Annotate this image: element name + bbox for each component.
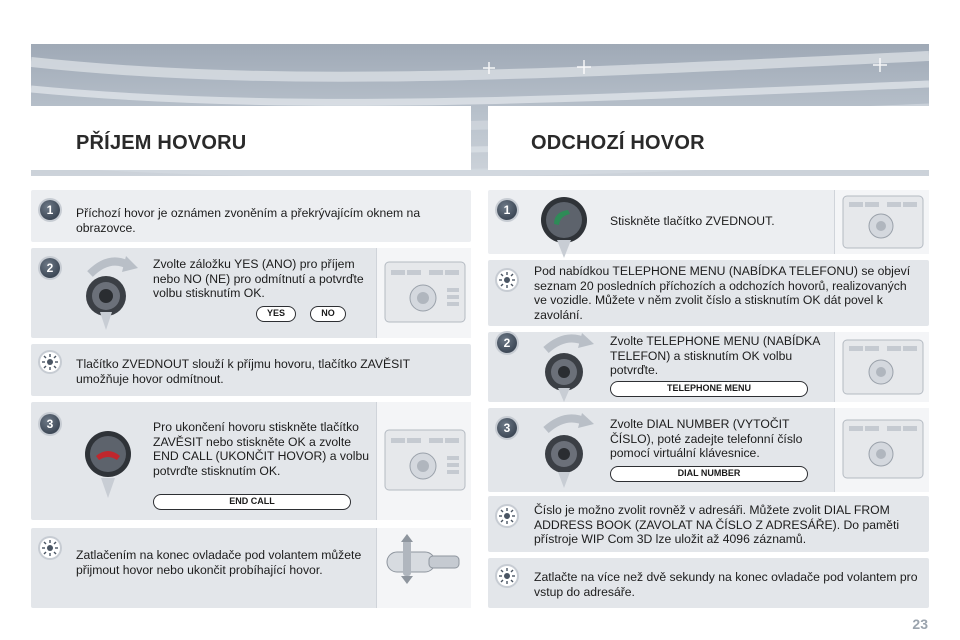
page-number: 23 bbox=[912, 616, 928, 632]
rotary-knob-icon bbox=[536, 332, 596, 402]
radio-panel-icon bbox=[376, 248, 471, 338]
section-title-outgoing: ODCHOZÍ HOVOR bbox=[531, 132, 705, 154]
rotary-knob-icon bbox=[536, 410, 596, 490]
section-title-incoming: PŘÍJEM HOVORU bbox=[76, 132, 247, 154]
step-number-icon: 1 bbox=[497, 200, 517, 220]
incoming-tip-2-text: Zatlačením na konec ovladače pod volantem můžete přijmout hovor nebo ukončit probíhající hovor. bbox=[76, 548, 362, 577]
outgoing-step-2-text: Zvolte TELEPHONE MENU (NABÍDKA TELEFON) a stisknutím OK volbu potvrďte. bbox=[610, 334, 820, 378]
rotary-knob-icon bbox=[80, 252, 140, 332]
radio-panel-icon bbox=[376, 402, 471, 520]
incoming-step-3-text: Pro ukončení hovoru stiskněte tlačítko ZAVĚSIT nebo stiskněte OK a zvolte END CALL (UKONČIT HOVOR) a volbu potvrďte stisknutím OK. bbox=[153, 420, 370, 478]
radio-panel-icon bbox=[834, 408, 929, 492]
radio-panel-icon bbox=[834, 190, 929, 254]
end-call-button[interactable]: END CALL bbox=[153, 494, 351, 510]
outgoing-tip-1-text: Pod nabídkou TELEPHONE MENU (NABÍDKA TELEFONU) se objeví seznam 20 posledních příchozích a odchozích hovorů, realizovaných ve vozidle. Můžete v něm zvolit číslo a stisknutím OK dát povel k zavolání. bbox=[534, 264, 911, 322]
dial-number-button[interactable]: DIAL NUMBER bbox=[610, 466, 808, 482]
outgoing-step-1-text: Stiskněte tlačítko ZVEDNOUT. bbox=[610, 214, 775, 228]
incoming-step-2-text: Zvolte záložku YES (ANO) pro příjem nebo NO (NE) pro odmítnutí a potvrďte volbu stisknutím OK. bbox=[153, 257, 364, 301]
step-number-icon: 3 bbox=[40, 414, 60, 434]
tip-sun-icon bbox=[40, 538, 60, 558]
step-number-icon: 3 bbox=[497, 418, 517, 438]
outgoing-step-3-text: Zvolte DIAL NUMBER (VYTOČIT ČÍSLO), poté zadejte telefonní číslo pomocí virtuální klávesnice. bbox=[610, 417, 803, 461]
incoming-tip-1-text: Tlačítko ZVEDNOUT slouží k příjmu hovoru, tlačítko ZAVĚSIT umožňuje hovor odmítnout. bbox=[76, 357, 410, 386]
pickup-button-icon bbox=[536, 194, 592, 258]
tip-sun-icon bbox=[497, 566, 517, 586]
tip-sun-icon bbox=[497, 270, 517, 290]
tip-sun-icon bbox=[40, 352, 60, 372]
steering-stalk-icon bbox=[376, 528, 471, 608]
tip-sun-icon bbox=[497, 506, 517, 526]
outgoing-tip-2-text: Číslo je možno zvolit rovněž v adresáři. Můžete zvolit DIAL FROM ADDRESS BOOK (ZAVOLAT NA ČÍSLO Z ADRESÁŘE). Do paměti přístroje WIP Com 3D lze uložit až 4096 záznamů. bbox=[534, 503, 900, 547]
telephone-menu-button[interactable]: TELEPHONE MENU bbox=[610, 381, 808, 397]
hangup-button-icon bbox=[82, 428, 138, 500]
outgoing-tip-3-text: Zatlačte na více než dvě sekundy na konec ovladače pod volantem pro vstup do adresáře. bbox=[534, 570, 918, 599]
step-number-icon: 2 bbox=[497, 333, 517, 353]
yes-button[interactable]: YES bbox=[256, 306, 296, 322]
radio-panel-icon bbox=[834, 332, 929, 402]
no-button[interactable]: NO bbox=[310, 306, 346, 322]
incoming-step-1-text: Příchozí hovor je oznámen zvoněním a překrývajícím oknem na obrazovce. bbox=[76, 206, 421, 235]
step-number-icon: 1 bbox=[40, 200, 60, 220]
step-number-icon: 2 bbox=[40, 258, 60, 278]
